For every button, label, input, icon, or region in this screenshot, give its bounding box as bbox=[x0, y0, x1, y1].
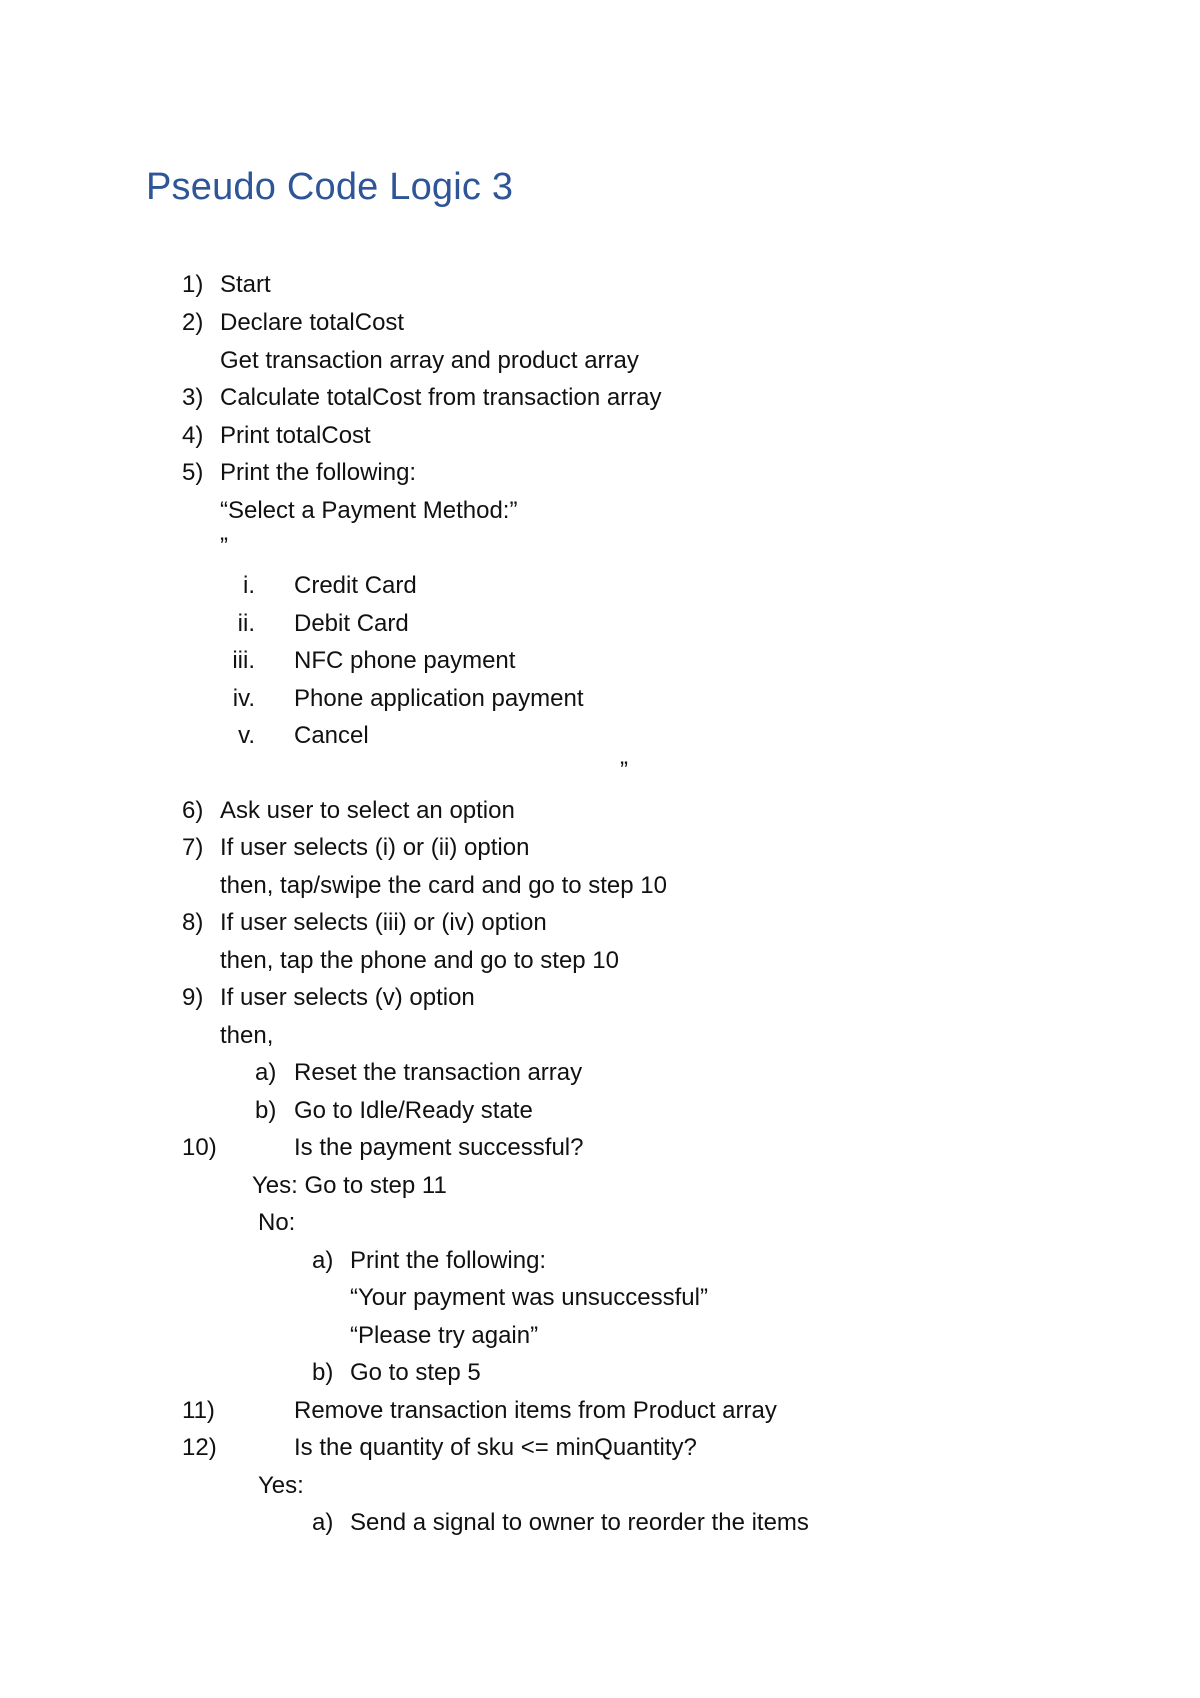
open-quote: ” bbox=[220, 533, 228, 560]
step-continuation: Get transaction array and product array bbox=[220, 347, 639, 374]
step-number: 10) bbox=[182, 1134, 217, 1161]
substep-text: Go to step 5 bbox=[350, 1359, 481, 1386]
substep-number: b) bbox=[255, 1097, 277, 1124]
step-text: Calculate totalCost from transaction array bbox=[220, 384, 662, 411]
option-text: Cancel bbox=[294, 722, 369, 749]
substep-number: a) bbox=[312, 1509, 334, 1536]
step-text: Is the quantity of sku <= minQuantity? bbox=[294, 1434, 697, 1461]
step-number: 7) bbox=[182, 834, 204, 861]
close-quote: ” bbox=[620, 757, 628, 784]
step-text: If user selects (i) or (ii) option bbox=[220, 834, 530, 861]
option-number: i. bbox=[243, 572, 255, 599]
step-continuation: then, tap/swipe the card and go to step 10 bbox=[220, 872, 667, 899]
step-text: Print the following: bbox=[220, 459, 417, 486]
option-text: Phone application payment bbox=[294, 685, 584, 712]
substep-text: Reset the transaction array bbox=[294, 1059, 583, 1086]
step-text: Start bbox=[220, 271, 271, 298]
quoted-prompt: “Select a Payment Method:” bbox=[220, 497, 518, 524]
option-text: Debit Card bbox=[294, 610, 409, 637]
option-number: iv. bbox=[232, 685, 255, 712]
step-text: If user selects (v) option bbox=[220, 984, 475, 1011]
step-number: 1) bbox=[182, 271, 204, 298]
substep-number: a) bbox=[255, 1059, 277, 1086]
yes-branch: Yes: bbox=[258, 1472, 304, 1499]
step-number: 11) bbox=[182, 1397, 215, 1424]
step-number: 3) bbox=[182, 384, 204, 411]
substep-text: Print the following: bbox=[350, 1247, 547, 1274]
step-number: 4) bbox=[182, 422, 204, 449]
substep-number: a) bbox=[312, 1247, 334, 1274]
substep-text: “Please try again” bbox=[350, 1322, 539, 1349]
step-text: Is the payment successful? bbox=[294, 1134, 584, 1161]
yes-branch: Yes: Go to step 11 bbox=[252, 1172, 447, 1199]
substep-number: b) bbox=[312, 1359, 334, 1386]
option-number: ii. bbox=[237, 610, 255, 637]
option-number: iii. bbox=[232, 647, 255, 674]
step-text: Remove transaction items from Product array bbox=[294, 1397, 777, 1424]
step-text: Ask user to select an option bbox=[220, 797, 515, 824]
step-number: 2) bbox=[182, 309, 204, 336]
step-number: 9) bbox=[182, 984, 204, 1011]
substep-text: Go to Idle/Ready state bbox=[294, 1097, 533, 1124]
step-text: If user selects (iii) or (iv) option bbox=[220, 909, 547, 936]
page-title: Pseudo Code Logic 3 bbox=[146, 166, 514, 208]
step-number: 8) bbox=[182, 909, 204, 936]
option-text: Credit Card bbox=[294, 572, 417, 599]
step-number: 6) bbox=[182, 797, 204, 824]
step-text: Print totalCost bbox=[220, 422, 371, 449]
no-branch: No: bbox=[258, 1209, 296, 1236]
step-number: 12) bbox=[182, 1434, 217, 1461]
substep-text: Send a signal to owner to reorder the items bbox=[350, 1509, 809, 1536]
option-number: v. bbox=[238, 722, 255, 749]
step-number: 5) bbox=[182, 459, 204, 486]
step-continuation: then, tap the phone and go to step 10 bbox=[220, 947, 619, 974]
step-text: Declare totalCost bbox=[220, 309, 405, 336]
step-continuation: then, bbox=[220, 1022, 274, 1049]
option-text: NFC phone payment bbox=[294, 647, 516, 674]
substep-text: “Your payment was unsuccessful” bbox=[350, 1284, 708, 1311]
